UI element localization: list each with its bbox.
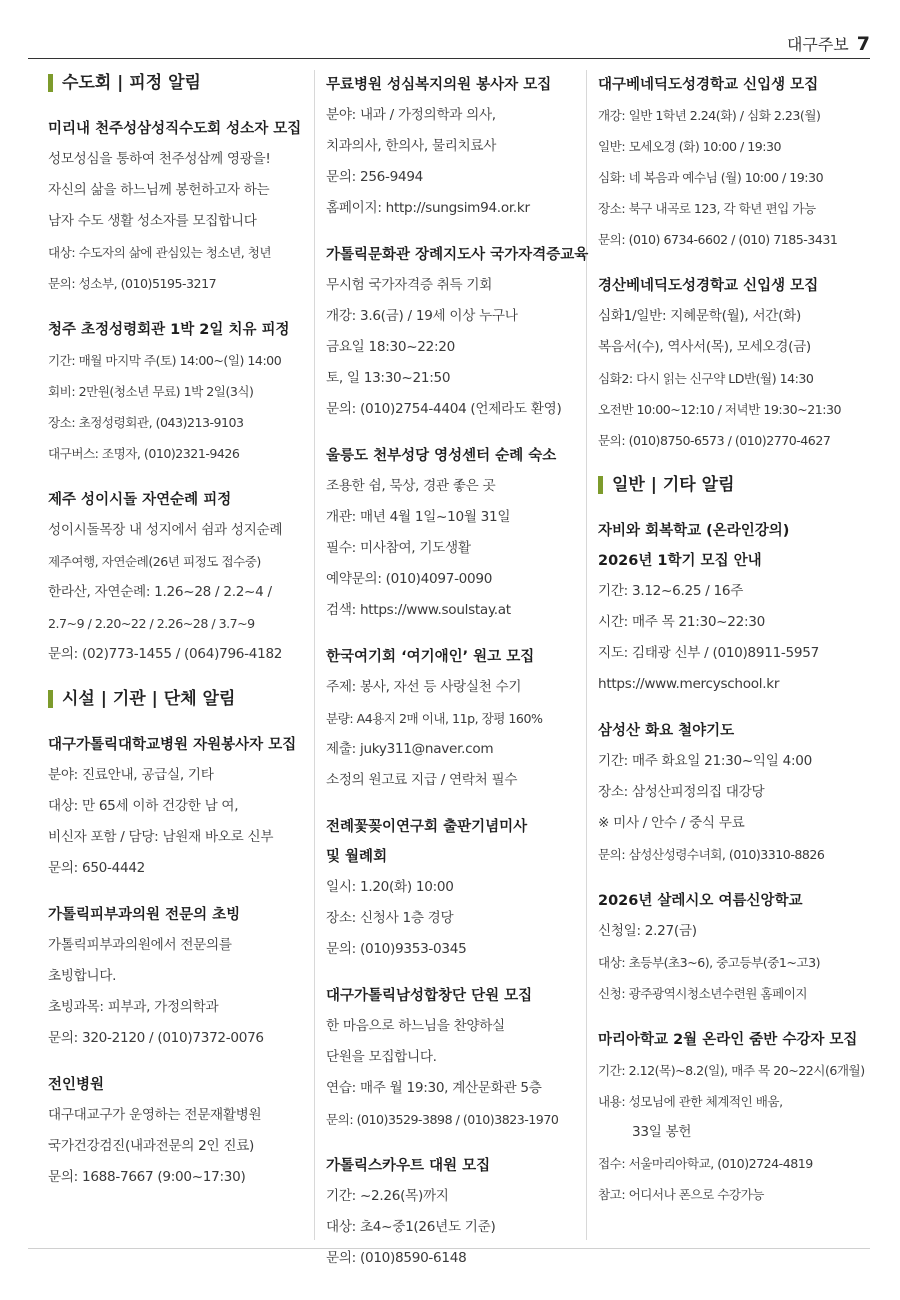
notice-title: 삼성산 화요 철야기도	[598, 723, 735, 739]
notice-columns	[48, 70, 865, 1266]
section-heading: 시설 | 기관 | 단체 알림	[48, 686, 304, 712]
notice-line: 오전반 10:00~12:10 / 저녁반 19:30~21:30	[598, 402, 842, 417]
notice-line: 문의: (010)2754-4404 (언제라도 환영)	[326, 401, 562, 417]
publication-name: 대구주보	[786, 35, 849, 54]
notice-line: 문의: (010)8750-6573 / (010)2770-4627	[598, 433, 831, 448]
notice-title: 전례꽃꽂이연구회 출판기념미사	[326, 819, 528, 835]
notice-block	[598, 70, 866, 255]
notice-title: 대구가톨릭남성합창단 단원 모집	[326, 988, 533, 1004]
notice-block	[598, 716, 866, 870]
notice-title: 2026년 살레시오 여름신앙학교	[598, 893, 803, 909]
notice-line: 금요일 18:30~22:20	[326, 339, 455, 355]
notice-block	[598, 516, 866, 700]
notice-line: 개강: 일반 1학년 2.24(화) / 심화 2.23(월)	[598, 108, 821, 123]
notice-title: 가톨릭스카우트 대원 모집	[326, 1158, 491, 1174]
notice-block	[48, 730, 304, 884]
notice-line: 시간: 매주 목 21:30~22:30	[598, 614, 765, 630]
notice-line: 대구버스: 조명자, (010)2321-9426	[48, 446, 240, 461]
notice-line: 기간: 3.12~6.25 / 16주	[598, 583, 744, 599]
notice-title: 자비와 회복학교 (온라인강의)	[598, 523, 790, 539]
page-header	[28, 24, 870, 59]
notice-line: 대상: 초4~중1(26년도 기준)	[326, 1219, 496, 1235]
notice-line: 개관: 매년 4월 1일~10월 31일	[326, 509, 511, 525]
notice-line: ※ 미사 / 안수 / 중식 무료	[598, 815, 745, 831]
notice-line: 문의: (02)773-1455 / (064)796-4182	[48, 646, 283, 662]
notice-block	[326, 441, 588, 626]
notice-line: 남자 수도 생활 성소자를 모집합니다	[48, 213, 257, 229]
notice-block	[598, 886, 866, 1009]
notice-title: 대구베네딕도성경학교 신입생 모집	[598, 77, 819, 93]
notice-line: 홈페이지: http://sungsim94.or.kr	[326, 200, 530, 216]
notice-block	[326, 1151, 588, 1274]
notice-line: 제출: juky311@naver.com	[326, 741, 494, 757]
notice-block	[598, 1025, 866, 1210]
notice-line: 장소: 북구 내곡로 123, 각 학년 편입 가능	[598, 201, 816, 216]
notice-line: 장소: 삼성산피정의집 대강당	[598, 784, 765, 800]
notice-line: 연습: 매주 월 19:30, 계산문화관 5층	[326, 1080, 542, 1096]
notice-line: 토, 일 13:30~21:50	[326, 370, 451, 386]
notice-title: 제주 성이시돌 자연순례 피정	[48, 492, 232, 508]
notice-line: 무시험 국가자격증 취득 기회	[326, 277, 493, 293]
notice-line: 기간: 매주 화요일 21:30~익일 4:00	[598, 753, 812, 769]
notice-line: 내용: 성모님에 관한 체계적인 배움,	[598, 1094, 783, 1109]
notice-line: 문의: 1688-7667 (9:00~17:30)	[48, 1169, 246, 1185]
notice-line: 초빙합니다.	[48, 968, 117, 984]
notice-line: 접수: 서울마리아학교, (010)2724-4819	[598, 1156, 813, 1171]
notice-line: 회비: 2만원(청소년 무료) 1박 2일(3식)	[48, 384, 254, 399]
notice-title: 마리아학교 2월 온라인 줌반 수강자 모집	[598, 1032, 858, 1048]
notice-line: 분야: 진료안내, 공급실, 기타	[48, 767, 214, 783]
notice-line: 장소: 신청사 1층 경당	[326, 910, 454, 926]
notice-line: 기간: ~2.26(목)까지	[326, 1188, 449, 1204]
notice-line: 조용한 쉼, 묵상, 경관 좋은 곳	[326, 478, 496, 494]
notice-line: 검색: https://www.soulstay.at	[326, 602, 511, 618]
notice-line: 국가건강검진(내과전문의 2인 진료)	[48, 1138, 255, 1154]
notice-line: 분량: A4용지 2매 이내, 11p, 장평 160%	[326, 711, 543, 726]
notice-line: 개강: 3.6(금) / 19세 이상 누구나	[326, 308, 518, 324]
notice-title: 2026년 1학기 모집 안내	[598, 553, 762, 569]
notice-line: https://www.mercyschool.kr	[598, 676, 780, 692]
notice-line: 소정의 원고료 지급 / 연락처 필수	[326, 772, 518, 788]
notice-line: 제주여행, 자연순례(26년 피정도 접수중)	[48, 554, 261, 569]
notice-line: 성모성심을 통하여 천주성삼께 영광을!	[48, 151, 271, 167]
notice-block	[48, 485, 304, 670]
publication-info	[787, 32, 870, 55]
notice-title: 청주 초정성령회관 1박 2일 치유 피정	[48, 322, 290, 338]
notice-line: 단원을 모집합니다.	[326, 1049, 437, 1065]
notice-line: 문의: 256-9494	[326, 169, 424, 185]
notice-line: 분야: 내과 / 가정의학과 의사,	[326, 107, 496, 123]
notice-line: 심화2: 다시 읽는 신구약 LD반(월) 14:30	[598, 371, 814, 386]
footer-rule	[28, 1248, 870, 1249]
notice-title: 무료병원 성심복지의원 봉사자 모집	[326, 77, 552, 93]
notice-line: 주제: 봉사, 자선 등 사랑실천 수기	[326, 679, 522, 695]
notice-block	[48, 1070, 304, 1193]
notice-line: 치과의사, 한의사, 물리치료사	[326, 138, 497, 154]
notice-line: 한라산, 자연순례: 1.26~28 / 2.2~4 /	[48, 584, 272, 600]
notice-line: 기간: 매월 마지막 주(토) 14:00~(일) 14:00	[48, 353, 282, 368]
notice-line: 한 마음으로 하느님을 찬양하실	[326, 1018, 505, 1034]
notice-line: 장소: 초정성령회관, (043)213-9103	[48, 415, 244, 430]
notice-line: 대구대교구가 운영하는 전문재활병원	[48, 1107, 262, 1123]
notice-line: 대상: 만 65세 이하 건강한 남 여,	[48, 798, 239, 814]
section-heading: 수도회 | 피정 알림	[48, 70, 304, 96]
notice-line: 초빙과목: 피부과, 가정의학과	[48, 999, 219, 1015]
notice-line: 성이시돌목장 내 성지에서 쉼과 성지순례	[48, 522, 283, 538]
notice-title: 가톨릭문화관 장례지도사 국가자격증교육	[326, 247, 589, 263]
notice-line: 참고: 어디서나 폰으로 수강가능	[598, 1187, 764, 1202]
notice-line: 일반: 모세오경 (화) 10:00 / 19:30	[598, 139, 782, 154]
notice-block	[326, 70, 588, 224]
notice-line: 필수: 미사참여, 기도생활	[326, 540, 471, 556]
notice-title: 미리내 천주성삼성직수도회 성소자 모집	[48, 121, 302, 137]
notice-line: 2.7~9 / 2.20~22 / 2.26~28 / 3.7~9	[48, 616, 255, 631]
notice-line: 대상: 초등부(초3~6), 중고등부(중1~고3)	[598, 955, 821, 970]
notice-line: 문의: 320-2120 / (010)7372-0076	[48, 1030, 264, 1046]
notice-line: 비신자 포함 / 담당: 남원재 바오로 신부	[48, 829, 274, 845]
notice-line: 문의: (010)8590-6148	[326, 1250, 467, 1266]
notice-title: 경산베네딕도성경학교 신입생 모집	[598, 278, 819, 294]
column-right	[598, 70, 866, 1240]
notice-block	[48, 900, 304, 1054]
notice-title: 및 월례회	[326, 849, 388, 865]
notice-title: 울릉도 천부성당 영성센터 순례 숙소	[326, 448, 557, 464]
notice-line: 문의: (010)3529-3898 / (010)3823-1970	[326, 1112, 559, 1127]
section-heading: 일반 | 기타 알림	[598, 472, 866, 498]
notice-title: 한국여기회 ‘여기애인’ 원고 모집	[326, 649, 535, 665]
notice-block	[326, 240, 588, 425]
page-number: 7	[856, 33, 870, 55]
notice-block	[326, 981, 588, 1135]
column-left	[48, 70, 304, 1240]
notice-line: 문의: 성소부, (010)5195-3217	[48, 276, 217, 291]
notice-line: 대상: 수도자의 삶에 관심있는 청소년, 청년	[48, 245, 272, 260]
notice-title: 전인병원	[48, 1077, 105, 1093]
notice-line: 문의: 650-4442	[48, 860, 146, 876]
notice-line: 심화1/일반: 지혜문학(월), 서간(화)	[598, 308, 801, 324]
notice-line: 기간: 2.12(목)~8.2(일), 매주 목 20~22시(6개월)	[598, 1063, 865, 1078]
notice-line: 문의: 삼성산성령수녀회, (010)3310-8826	[598, 847, 825, 862]
notice-block	[48, 114, 304, 299]
notice-line: 신청: 광주광역시청소년수련원 홈페이지	[598, 986, 808, 1001]
notice-line: 일시: 1.20(화) 10:00	[326, 879, 454, 895]
notice-line: 가톨릭피부과의원에서 전문의를	[48, 937, 232, 953]
notice-block	[48, 315, 304, 469]
notice-title: 가톨릭피부과의원 전문의 초빙	[48, 907, 241, 923]
column-middle	[326, 70, 589, 1266]
notice-line: 지도: 김태광 신부 / (010)8911-5957	[598, 645, 819, 661]
notice-title: 대구가톨릭대학교병원 자원봉사자 모집	[48, 737, 297, 753]
notice-line: 33일 봉헌	[632, 1124, 692, 1140]
notice-block	[598, 271, 866, 456]
notice-line: 예약문의: (010)4097-0090	[326, 571, 493, 587]
notice-line: 자신의 삶을 하느님께 봉헌하고자 하는	[48, 182, 270, 198]
notice-line: 심화: 네 복음과 예수님 (월) 10:00 / 19:30	[598, 170, 824, 185]
notice-block	[326, 642, 588, 796]
notice-line: 문의: (010) 6734-6602 / (010) 7185-3431	[598, 232, 838, 247]
notice-block	[326, 812, 588, 965]
notice-line: 복음서(수), 역사서(목), 모세오경(금)	[598, 339, 811, 355]
notice-line: 문의: (010)9353-0345	[326, 941, 467, 957]
notice-line: 신청일: 2.27(금)	[598, 923, 697, 939]
